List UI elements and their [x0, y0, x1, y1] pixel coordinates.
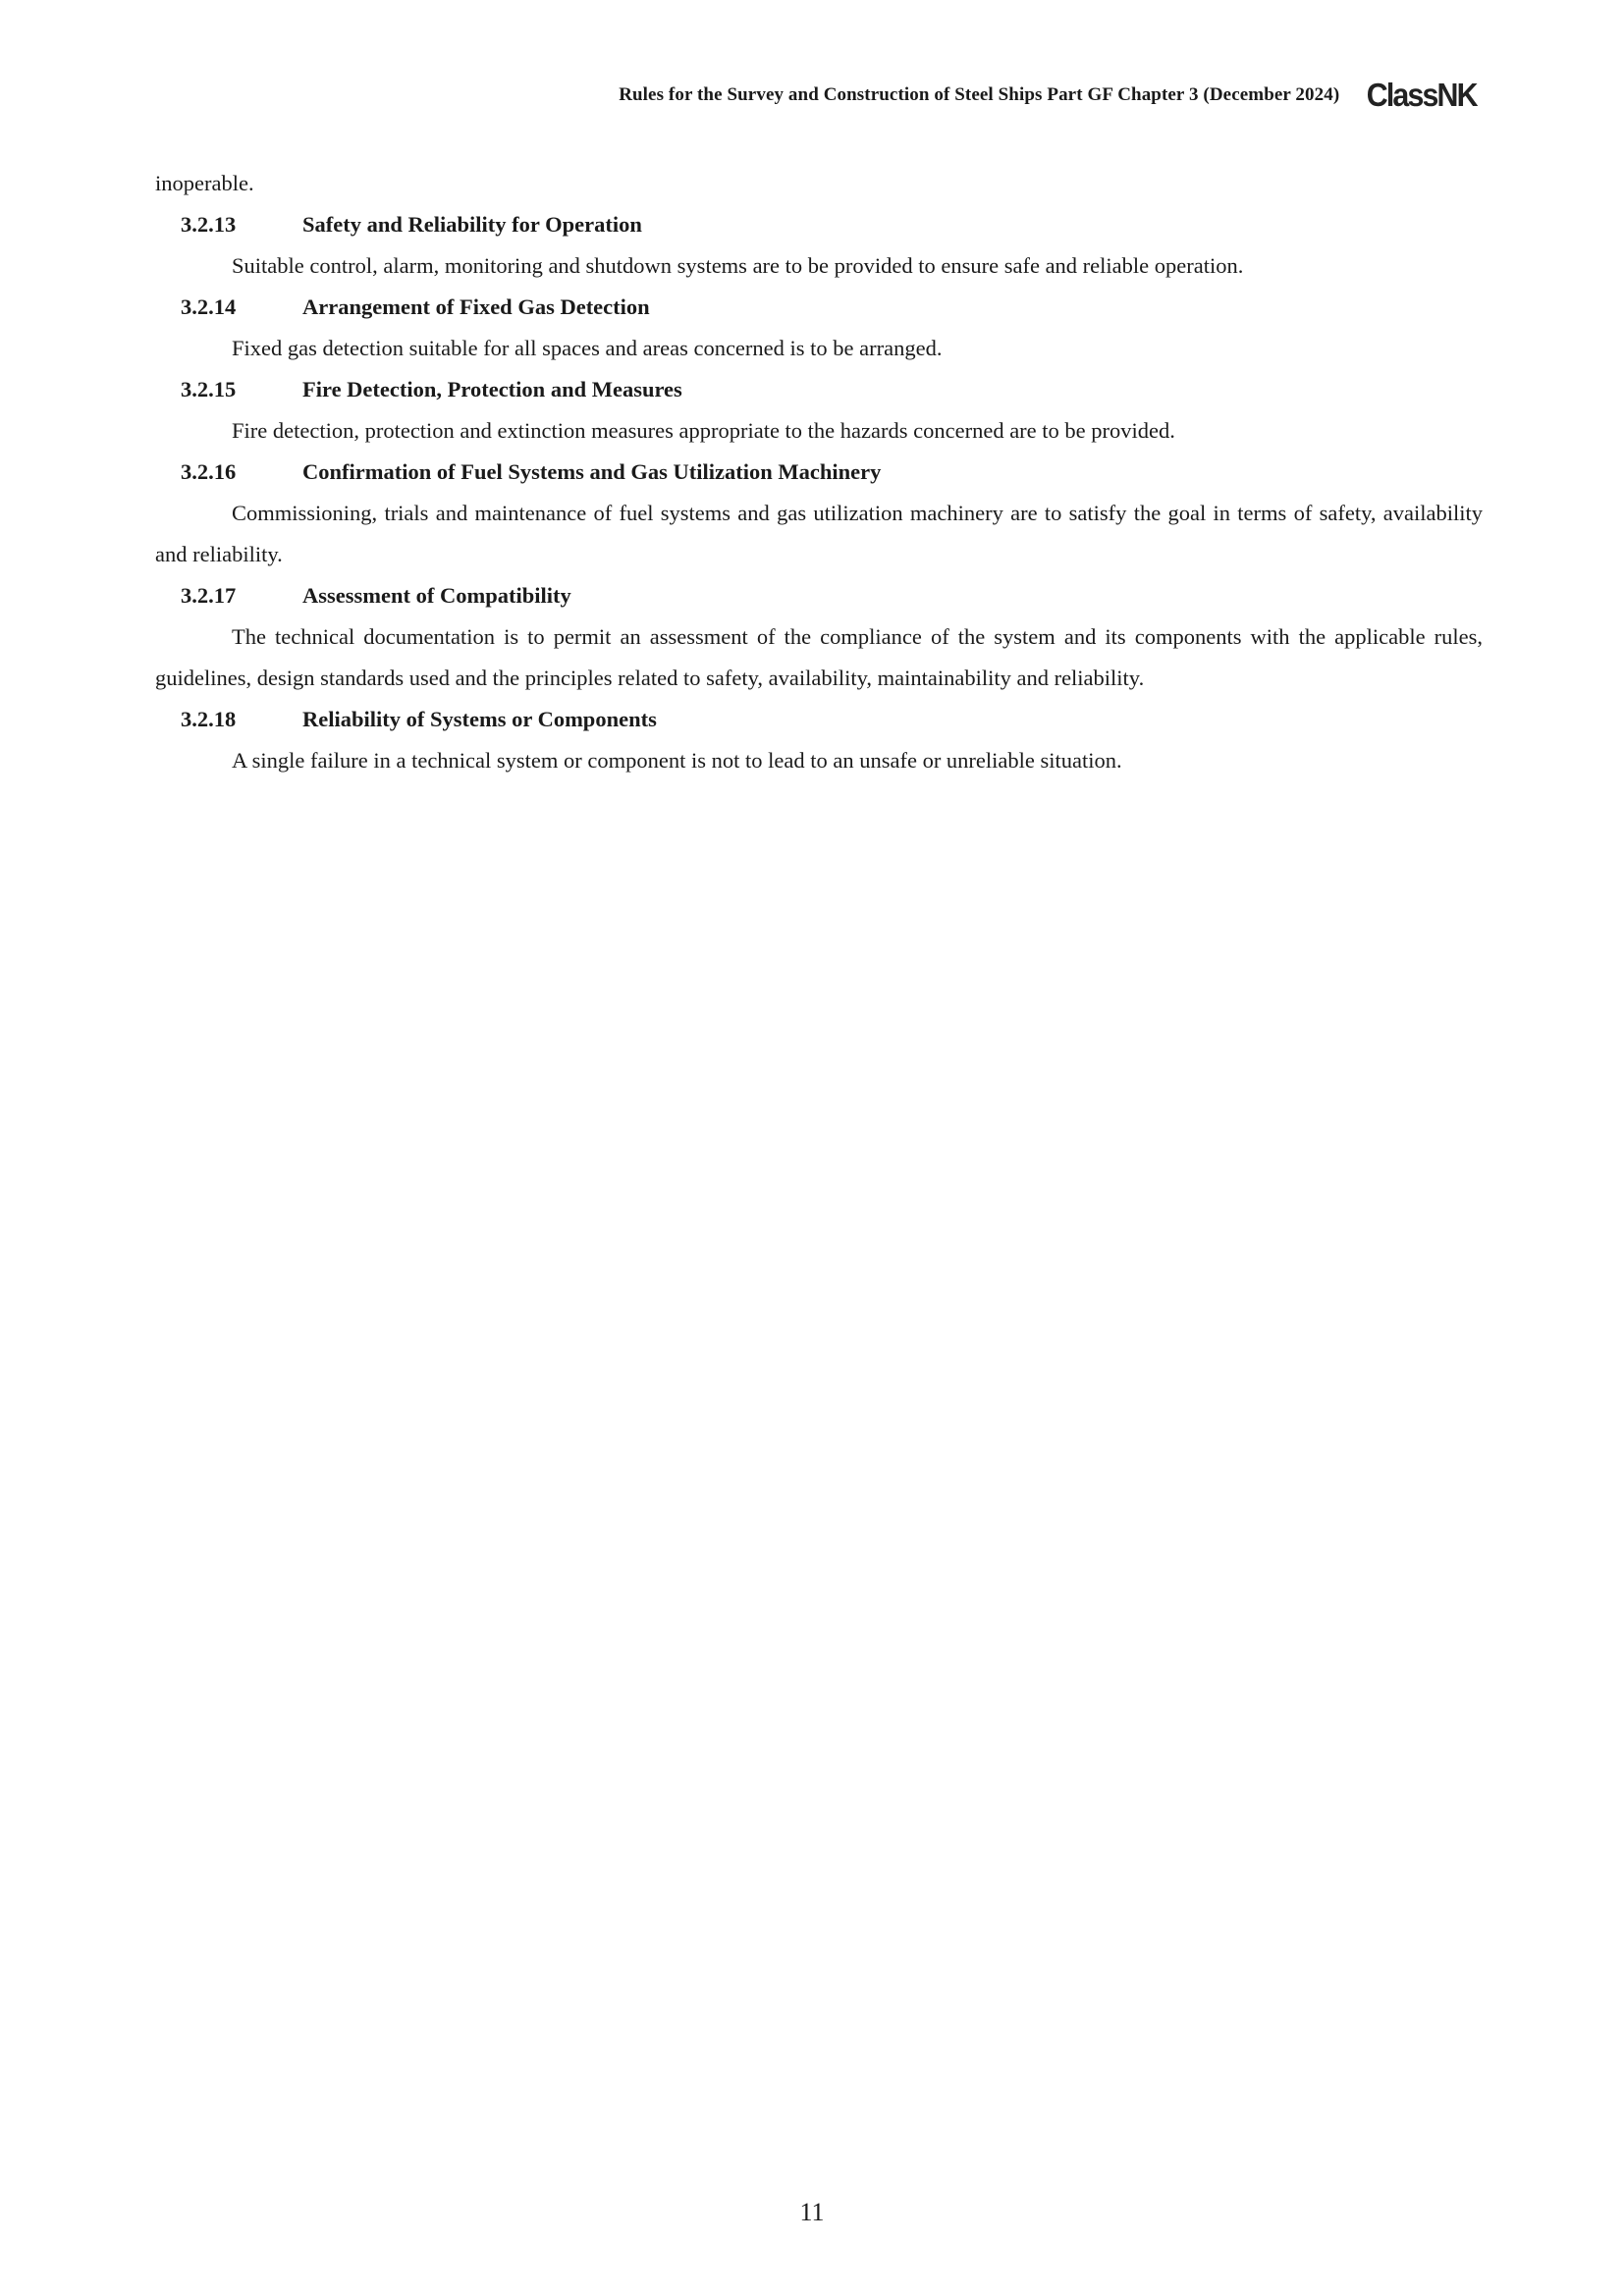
section-title: Safety and Reliability for Operation	[302, 212, 642, 237]
section-title: Arrangement of Fixed Gas Detection	[302, 294, 650, 319]
section-title: Reliability of Systems or Components	[302, 707, 657, 731]
section-heading	[155, 204, 1483, 245]
header-title: Rules for the Survey and Construction of Steel Ships Part GF Chapter 3 (December 2024)	[619, 83, 1340, 105]
section-3-2-14	[155, 287, 1483, 369]
section-heading	[155, 452, 1483, 493]
section-number: 3.2.14	[181, 294, 237, 319]
section-heading	[155, 369, 1483, 410]
section-title: Fire Detection, Protection and Measures	[302, 377, 682, 401]
section-body: A single failure in a technical system or component is not to lead to an unsafe or unreliable situation.	[232, 748, 1122, 773]
section-3-2-16	[155, 452, 1483, 575]
page-number: 11	[799, 2198, 825, 2226]
section-3-2-13	[155, 204, 1483, 287]
classnk-logo: ClassNK	[1367, 77, 1477, 113]
section-title: Assessment of Compatibility	[302, 583, 571, 608]
section-body: Fixed gas detection suitable for all spaces and areas concerned is to be arranged.	[232, 336, 943, 360]
section-number: 3.2.17	[181, 583, 237, 608]
section-body: The technical documentation is to permit an assessment of the compliance of the system and its components with the applicable rules, guidelines, design standards used and the principles related to safety, availability, maintainability and reliability.	[155, 624, 1483, 690]
section-body: Suitable control, alarm, monitoring and shutdown systems are to be provided to ensure safe and reliable operation.	[232, 253, 1244, 278]
section-number: 3.2.16	[181, 459, 237, 484]
section-heading	[155, 699, 1483, 740]
document-body	[155, 163, 1483, 781]
section-body: Commissioning, trials and maintenance of fuel systems and gas utilization machinery are to satisfy the goal in terms of safety, availability and reliability.	[155, 501, 1483, 566]
section-body: Fire detection, protection and extinction measures appropriate to the hazards concerned are to be provided.	[232, 418, 1175, 443]
section-3-2-17	[155, 575, 1483, 699]
continuation-text: inoperable.	[155, 171, 254, 195]
section-number: 3.2.15	[181, 377, 237, 401]
section-number: 3.2.18	[181, 707, 237, 731]
section-heading	[155, 287, 1483, 328]
section-number: 3.2.13	[181, 212, 237, 237]
section-title: Confirmation of Fuel Systems and Gas Utilization Machinery	[302, 459, 882, 484]
section-heading	[155, 575, 1483, 616]
running-header	[0, 79, 1477, 111]
section-3-2-18	[155, 699, 1483, 781]
section-3-2-15	[155, 369, 1483, 452]
